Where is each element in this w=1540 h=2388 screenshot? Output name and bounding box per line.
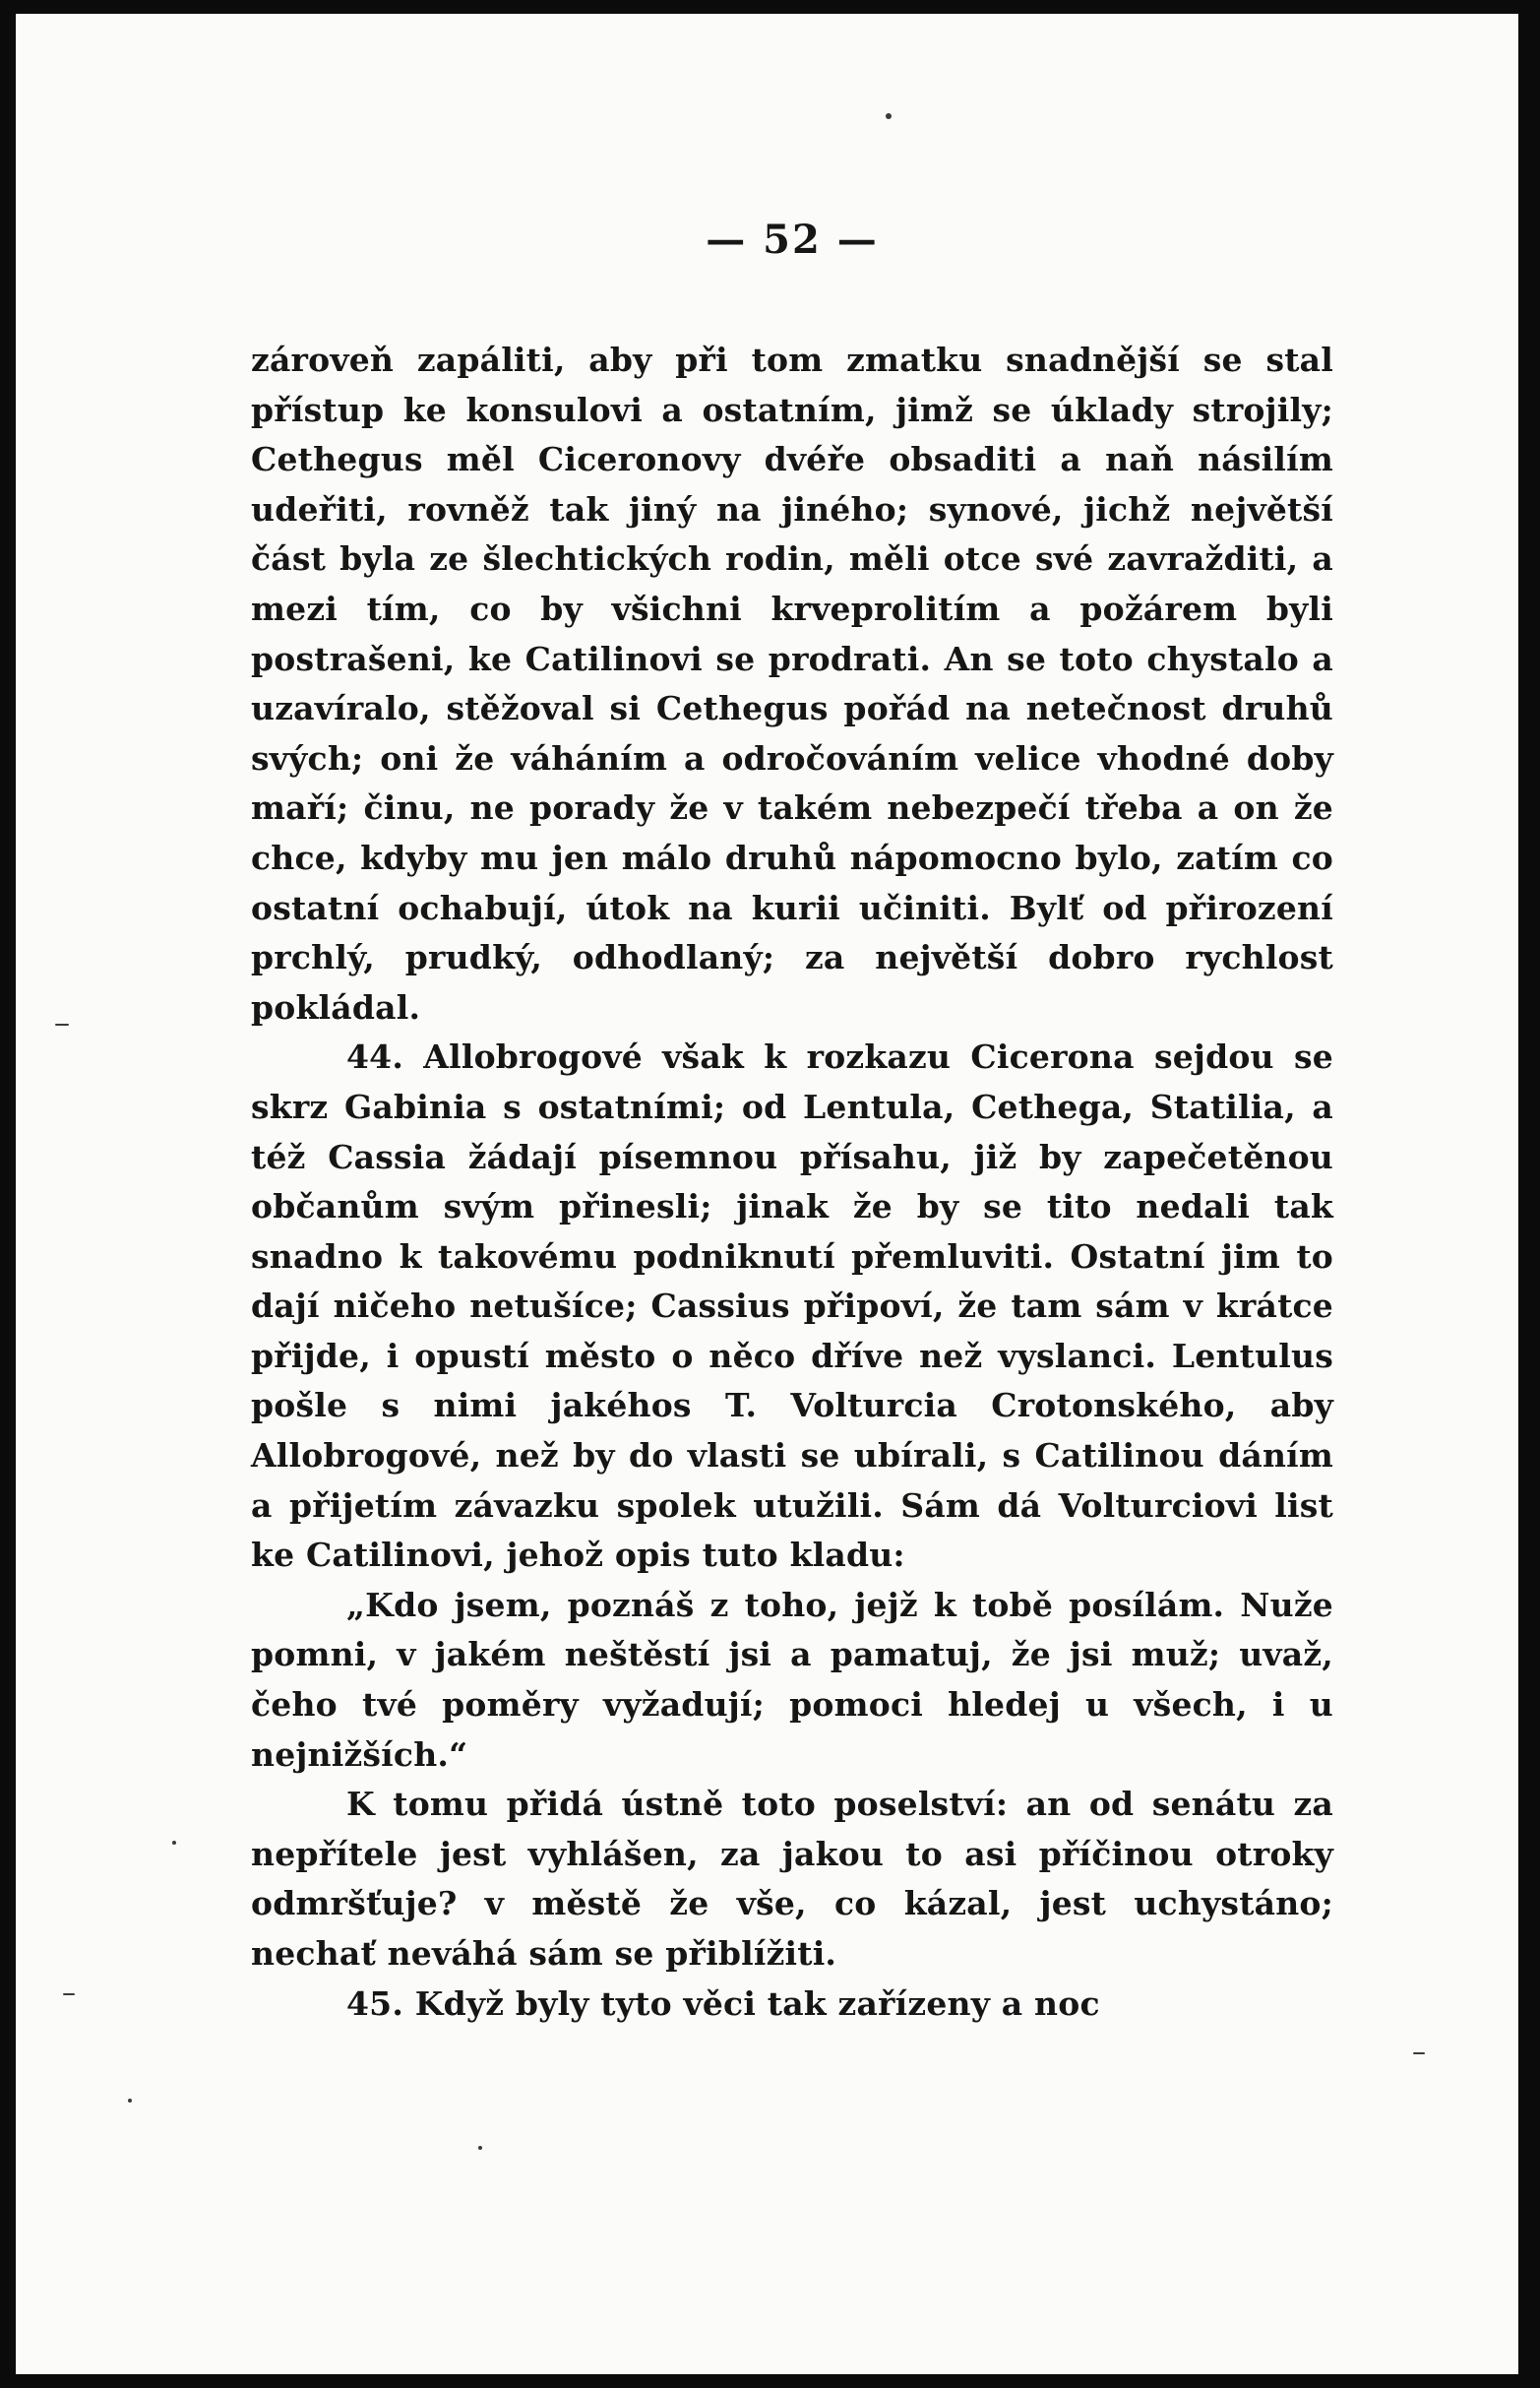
paragraph-45: 45. Když byly tyto věci tak zařízeny a noc bbox=[346, 1983, 1100, 2023]
scan-border-right bbox=[1518, 0, 1540, 2388]
scan-speck bbox=[478, 2146, 482, 2150]
scan-speck bbox=[55, 1024, 69, 1026]
scan-speck bbox=[886, 113, 892, 119]
paragraph-continued: zároveň zapáliti, aby při tom zmatku snadnější se stal přístup ke konsulovi a ostatním, jimž se úklady strojily; Cethegus měl Ciceronovy dvéře obsaditi a naň násilím udeřiti, rovněž tak jiný na jiného; synové, jichž největší část byla ze šlechtických rodin, měli otce své zavražditi, a mezi tím, co by všichni krveprolitím a požárem byli postrašeni, ke Catilinovi se prodrati. An se toto chystalo a uzavíralo, stěžoval si Cethegus pořád na netečnost druhů svých; oni že váháním a odročováním velice vhodné doby maří; činu, ne porady že v takém nebezpečí třeba a on že chce, kdyby mu jen málo druhů nápomocno bylo, zatím co ostatní ochabují, útok na kurii učiniti. Bylť od přirození prchlý, prudký, odhodlaný; za největší dobro rychlost pokládal. bbox=[251, 341, 1333, 1027]
scan-speck bbox=[172, 1841, 176, 1845]
scan-speck bbox=[128, 2099, 132, 2103]
letter-quote: „Kdo jsem, poznáš z toho, jejž k tobě posílám. Nuže pomni, v jakém neštěstí jsi a pamatuj, že jsi muž; uvaž, čeho tvé poměry vyžadují; pomoci hledej u všech, i u nejnižších.“ bbox=[251, 1585, 1333, 1774]
scan-speck bbox=[63, 1993, 75, 1995]
paragraph-44: 44. Allobrogové však k rozkazu Cicerona sejdou se skrz Gabinia s ostatními; od Lentula, Cethega, Statilia, a též Cassia žádají písemnou přísahu, již by zapečetěnou občanům svým přinesli; jinak že by se tito nedali tak snadno k takovému podniknutí přemluviti. Ostatní jim to dají ničeho netušíce; Cassius připoví, že tam sám v krátce přijde, i opustí město o něco dříve než vyslanci. Lentulus pošle s nimi jakéhos T. Volturcia Crotonského, aby Allobrogové, než by do vlasti se ubírali, s Catilinou dáním a přijetím závazku spolek utužili. Sám dá Volturciovi list ke Catilinovi, jehož opis tuto kladu: bbox=[251, 1037, 1333, 1575]
paragraph-message: K tomu přidá ústně toto poselství: an od senátu za nepřítele jest vyhlášen, za jakou to asi příčinou otroky odmršťuje? v městě že vše, co kázal, jest uchystáno; nechať neváhá sám se přiblížiti. bbox=[251, 1785, 1333, 1973]
scan-border-top bbox=[0, 0, 1540, 14]
scan-border-bottom bbox=[0, 2374, 1540, 2388]
page-content bbox=[251, 217, 1333, 2029]
scan-speck bbox=[1413, 2052, 1425, 2054]
page-number: — 52 — bbox=[706, 217, 879, 263]
scan-border-left bbox=[0, 0, 16, 2388]
